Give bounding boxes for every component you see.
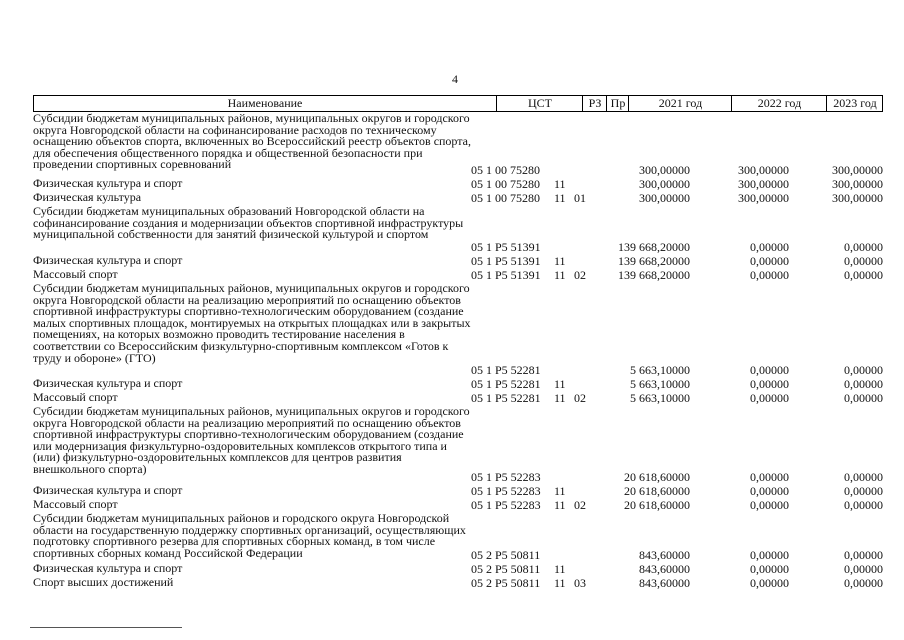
row-value-2021: 300,00000 [639,191,690,206]
row-name: Массовый спорт [33,497,118,511]
row-value-2023: 300,00000 [832,177,883,192]
row-cst: 05 1 00 75280 [471,191,540,206]
row-name: Субсидии бюджетам муниципальных районов и городского округа Новгородской области на государственную поддержку спортивных организаций, осуществляющих подготовку спортивного резерва для спортивных сборных команд, в том числе спортивных сборных команд Российской Федерации [33,511,466,560]
row-value-2023: 0,00000 [844,268,883,283]
row-rz: 11 [554,177,566,192]
header-2023: 2023 год [826,96,883,111]
row-rz: 11 [554,191,566,206]
row-value-2022: 0,00000 [750,363,789,378]
row-value-2023: 0,00000 [844,576,883,591]
table-row [33,391,883,405]
row-value-2023: 0,00000 [844,240,883,255]
row-rz: 11 [554,562,566,577]
table-row [33,512,883,562]
row-pr: 02 [574,268,586,283]
row-name: Физическая культура и спорт [33,176,183,190]
row-value-2023: 0,00000 [844,498,883,513]
row-cst: 05 2 P5 50811 [471,562,541,577]
row-name: Массовый спорт [33,267,118,281]
row-value-2022: 300,00000 [738,177,789,192]
row-value-2023: 0,00000 [844,377,883,392]
header-cst: ЦСТ [496,96,583,111]
row-value-2023: 0,00000 [844,484,883,499]
row-pr: 01 [574,191,586,206]
row-cst: 05 1 P5 52283 [471,470,541,485]
header-rz: РЗ [582,96,607,111]
row-value-2022: 300,00000 [738,191,789,206]
page-number: 4 [452,72,458,86]
row-name: Физическая культура и спорт [33,561,183,575]
table-row [33,191,883,205]
table-row [33,498,883,512]
row-rz: 11 [554,254,566,269]
row-rz: 11 [554,391,566,406]
row-value-2022: 0,00000 [750,498,789,513]
row-name: Субсидии бюджетам муниципальных районов, муниципальных округов и городского округа Новгородской области на реализацию мероприятий по оснащению объектов спортивной инфраструктуры спортивно-технологическим оборудованием (создание или модернизация физкультурно-оздоровительных комплексов открытого типа и (или) физкультурно-оздоровительных комплексов для центров развития внешкольного спорта) [33,404,470,476]
row-cst: 05 1 P5 52283 [471,484,541,499]
row-cst: 05 1 P5 52283 [471,498,541,513]
row-value-2023: 0,00000 [844,254,883,269]
row-cst: 05 1 P5 52281 [471,363,541,378]
row-value-2021: 139 668,20000 [618,268,690,283]
row-value-2022: 0,00000 [750,268,789,283]
row-value-2022: 0,00000 [750,470,789,485]
table-row [33,484,883,498]
table-row [33,205,883,254]
row-value-2023: 300,00000 [832,163,883,178]
row-cst: 05 1 P5 52281 [471,377,541,392]
table-row [33,405,883,484]
row-value-2022: 0,00000 [750,254,789,269]
header-name: Наименование [227,96,303,110]
row-rz: 11 [554,484,566,499]
row-value-2022: 0,00000 [750,391,789,406]
table-row [33,377,883,391]
table-row [33,282,883,377]
row-value-2021: 139 668,20000 [618,240,690,255]
row-value-2023: 0,00000 [844,470,883,485]
row-cst: 05 2 P5 50811 [471,548,541,563]
row-value-2022: 0,00000 [750,240,789,255]
row-value-2021: 20 618,60000 [624,498,690,513]
row-value-2023: 300,00000 [832,191,883,206]
row-name: Физическая культура [33,190,142,204]
row-name: Субсидии бюджетам муниципальных районов, муниципальных округов и городского округа Новгородской области на реализацию мероприятий по оснащению объектов спортивной инфраструктуры спортивно-технологическим оборудованием (создание малых спортивных площадок, монтируемых на открытых площадках или в закрытых помещениях, на которых возможно проводить тестирование населения в соответствии со Всероссийским физкультурно-спортивным комплексом «Готов к труду и обороне» (ГТО) [33,281,471,365]
header-pr: Пр [606,96,629,111]
row-value-2021: 20 618,60000 [624,484,690,499]
row-value-2022: 0,00000 [750,377,789,392]
row-name: Физическая культура и спорт [33,253,183,267]
row-value-2021: 300,00000 [639,177,690,192]
row-value-2023: 0,00000 [844,363,883,378]
row-value-2021: 5 663,10000 [630,391,690,406]
table-body [33,112,883,590]
row-value-2022: 300,00000 [738,163,789,178]
row-cst: 05 1 00 75280 [471,163,540,178]
row-cst: 05 1 00 75280 [471,177,540,192]
row-value-2021: 300,00000 [639,163,690,178]
table-row [33,562,883,576]
row-name: Субсидии бюджетам муниципальных районов, муниципальных округов и городского округа Новгородской области на софинансирование расходов по техническому оснащению объектов спорта, включенных во Всероссийский реестр объектов спорта, для обеспечения общественного порядка и общественной безопасности при проведении спортивных соревнований [33,111,471,172]
row-value-2022: 0,00000 [750,576,789,591]
row-cst: 05 1 P5 52281 [471,391,541,406]
row-value-2023: 0,00000 [844,562,883,577]
table-header [33,95,883,112]
header-2021: 2021 год [628,96,732,111]
row-rz: 11 [554,498,566,513]
row-pr: 02 [574,391,586,406]
footer-divider [30,627,182,628]
row-value-2021: 139 668,20000 [618,254,690,269]
table-row [33,177,883,191]
row-value-2023: 0,00000 [844,391,883,406]
table-row [33,268,883,282]
row-cst: 05 1 P5 51391 [471,240,541,255]
header-2022: 2022 год [731,96,827,111]
row-value-2021: 5 663,10000 [630,377,690,392]
row-value-2021: 843,60000 [639,576,690,591]
row-cst: 05 1 P5 51391 [471,254,541,269]
row-value-2022: 0,00000 [750,548,789,563]
row-name: Физическая культура и спорт [33,483,183,497]
row-rz: 11 [554,377,566,392]
row-cst: 05 2 P5 50811 [471,576,541,591]
row-name: Субсидии бюджетам муниципальных образований Новгородской области на софинансирование создания и модернизации объектов спортивной инфраструктуры муниципальной собственности для занятий физической культурой и спортом [33,204,464,242]
row-value-2021: 843,60000 [639,548,690,563]
row-name: Спорт высших достижений [33,575,174,589]
row-value-2022: 0,00000 [750,562,789,577]
row-pr: 02 [574,498,586,513]
row-cst: 05 1 P5 51391 [471,268,541,283]
row-rz: 11 [554,268,566,283]
row-value-2021: 5 663,10000 [630,363,690,378]
table-row [33,112,883,177]
row-name: Физическая культура и спорт [33,376,183,390]
row-value-2021: 20 618,60000 [624,470,690,485]
row-pr: 03 [574,576,586,591]
row-value-2021: 843,60000 [639,562,690,577]
table-row [33,254,883,268]
row-value-2022: 0,00000 [750,484,789,499]
table-row [33,576,883,590]
row-rz: 11 [554,576,566,591]
row-name: Массовый спорт [33,390,118,404]
row-value-2023: 0,00000 [844,548,883,563]
